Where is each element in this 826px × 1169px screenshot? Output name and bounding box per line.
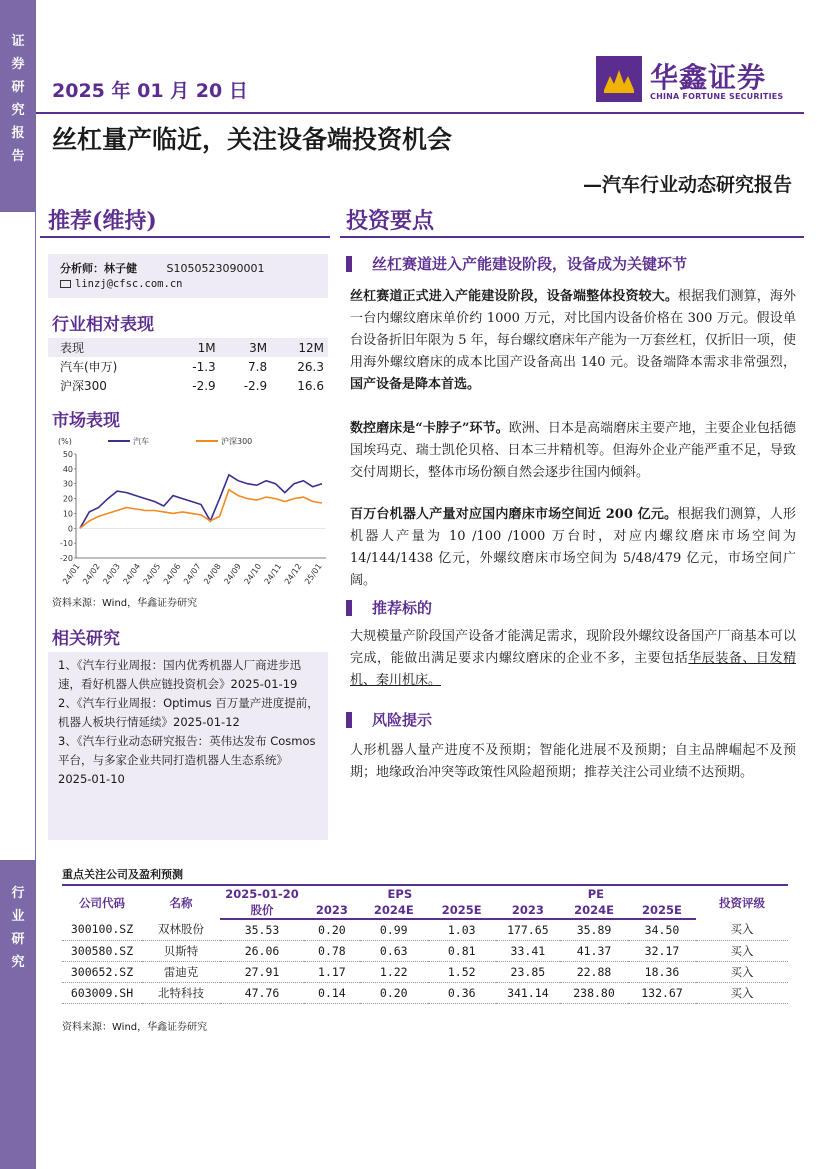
analyst-line: 分析师：林子健 S1050523090001 xyxy=(60,262,265,275)
table-cell: 32.17 xyxy=(628,940,696,961)
table-cell: 18.36 xyxy=(628,961,696,982)
table-cell: 0.63 xyxy=(360,940,428,961)
table-cell: 27.91 xyxy=(220,961,304,982)
table-cell: 0.81 xyxy=(428,940,496,961)
table-row: 沪深300 -2.9 -2.9 16.6 xyxy=(60,378,324,393)
x-tick-label: 24/08 xyxy=(202,561,223,587)
market-title: 市场表现 xyxy=(52,411,120,431)
inv-rule xyxy=(340,236,804,238)
table-cell: 0.20 xyxy=(360,982,428,1003)
y-tick-label: 30 xyxy=(62,479,73,489)
y-tick-label: 40 xyxy=(62,464,73,474)
section1-bar xyxy=(346,256,352,272)
table-cell: 238.80 xyxy=(560,982,628,1003)
table-cell: 买入 xyxy=(696,961,788,982)
x-tick-label: 24/02 xyxy=(81,561,102,587)
related-list xyxy=(48,652,328,840)
legend-label: 汽车 xyxy=(133,437,149,446)
table-cell: 47.76 xyxy=(220,982,304,1003)
report-subtitle: —汽车行业动态研究报告 xyxy=(582,174,792,196)
analyst-box xyxy=(48,254,328,298)
analyst-name: 林子健 xyxy=(104,262,137,275)
table-cell: 177.65 xyxy=(496,919,560,940)
table-cell: 603009.SH xyxy=(62,982,142,1003)
table-row: 表现 1M 3M 12M xyxy=(48,338,328,357)
table-cell: 雷迪克 xyxy=(142,961,220,982)
x-tick-label: 24/12 xyxy=(282,561,304,587)
y-tick-label: 20 xyxy=(62,494,73,504)
table-cell: 35.89 xyxy=(560,919,628,940)
analyst-license: S1050523090001 xyxy=(166,262,265,275)
list-item[interactable]: 1、《汽车行业周报：国内优秀机器人厂商进步迅速，看好机器人供应链投资机会》2025-01-19 xyxy=(58,658,302,691)
table-source: 资料来源：Wind，华鑫证券研究 xyxy=(62,1022,208,1033)
y-axis-label: (%) xyxy=(58,437,72,446)
table-cell: 0.20 xyxy=(304,919,360,940)
table-cell: 1.03 xyxy=(428,919,496,940)
sidebar-line xyxy=(35,212,36,860)
sidebar-bottom-label: 行 业 研 究 xyxy=(11,886,25,970)
y-tick-label: -20 xyxy=(59,554,73,563)
table-row xyxy=(62,919,788,940)
x-tick-label: 24/11 xyxy=(262,561,284,587)
table-header-row: 公司代码 名称 2025-01-20 EPS PE 投资评级 xyxy=(62,885,788,902)
table-cell: 1.22 xyxy=(360,961,428,982)
section3-heading: 风险提示 xyxy=(372,711,433,729)
para-5: 人形机器人量产进度不及预期；智能化进展不及预期；自主品牌崛起不及预期；地缘政治冲突等政策性风险超预期；推荐关注公司业绩不达预期。 xyxy=(350,743,796,780)
table-cell: 买入 xyxy=(696,940,788,961)
forecast-title: 重点关注公司及盈利预测 xyxy=(62,868,183,881)
table-cell: 300652.SZ xyxy=(62,961,142,982)
logo-text-en: CHINA FORTUNE SECURITIES xyxy=(650,92,784,101)
table-cell: 1.52 xyxy=(428,961,496,982)
y-tick-label: 0 xyxy=(67,524,73,534)
table-cell: 0.14 xyxy=(304,982,360,1003)
logo-text-cn: 华鑫证券 xyxy=(650,61,767,94)
mail-icon xyxy=(60,280,71,288)
table-cell: 北特科技 xyxy=(142,982,220,1003)
table-row: 汽车(申万) -1.3 7.8 26.3 xyxy=(60,359,324,374)
legend-label: 沪深300 xyxy=(221,437,253,446)
section2-heading: 推荐标的 xyxy=(372,599,433,617)
investment-title: 投资要点 xyxy=(346,208,435,234)
table-cell: 300100.SZ xyxy=(62,919,142,940)
table-header-row: 股价 2023 2024E 2025E 2023 2024E 2025E xyxy=(62,902,788,919)
company-logo xyxy=(596,56,792,106)
table-cell: 34.50 xyxy=(628,919,696,940)
table-cell: 132.67 xyxy=(628,982,696,1003)
x-tick-label: 24/10 xyxy=(242,561,264,587)
header-rule xyxy=(36,112,804,114)
table-cell: 341.14 xyxy=(496,982,560,1003)
x-tick-label: 24/05 xyxy=(141,561,163,587)
report-title: 丝杠量产临近，关注设备端投资机会 xyxy=(52,125,453,154)
table-cell: 0.36 xyxy=(428,982,496,1003)
x-tick-label: 24/06 xyxy=(161,561,183,587)
table-cell: 41.37 xyxy=(560,940,628,961)
section1-heading: 丝杠赛道进入产能建设阶段，设备成为关键环节 xyxy=(372,255,688,273)
x-tick-label: 24/03 xyxy=(101,561,122,587)
table-cell: 26.06 xyxy=(220,940,304,961)
x-tick-label: 24/01 xyxy=(61,561,82,587)
para-2: 数控磨床是“卡脖子”环节。欧洲、日本是高端磨床主要产地，主要企业包括德国埃玛克、瑞士凯伦贝格、日本三井精机等。但海外企业产能严重不足，导致交付周期长，整体市场份额自然会逐步往国内倾斜。 xyxy=(350,421,796,480)
rec-rule xyxy=(40,236,330,238)
report-date: 2025 年 01 月 20 日 xyxy=(52,80,248,102)
para-4: 大规模量产阶段国产设备才能满足需求，现阶段外螺纹设备国产厂商基本可以完成，能做出满足要求内螺纹磨床的企业不多，主要包括华辰装备、日发精机、秦川机床。 xyxy=(350,629,796,688)
x-tick-label: 24/07 xyxy=(182,561,203,587)
x-tick-label: 24/04 xyxy=(121,561,143,587)
x-tick-label: 25/01 xyxy=(303,561,324,587)
table-cell: 0.78 xyxy=(304,940,360,961)
para-1: 丝杠赛道正式进入产能建设阶段，设备端整体投资较大。根据我们测算，海外一台内螺纹磨床单价约 1000 万元，对比国内设备价格在 300 万元。假设单台设备折旧年限为 5 年，每台螺纹磨床年产能为一万套丝杠，仅折旧一项，使用海外螺纹磨床的成本比国产设备高出 140 元。设备端降本需求非常强烈，国产设备是降本首选。 xyxy=(350,289,796,392)
table-cell: 1.17 xyxy=(304,961,360,982)
y-tick-label: 50 xyxy=(62,450,73,459)
table-row xyxy=(62,940,788,961)
related-title: 相关研究 xyxy=(52,629,120,649)
logo-icon xyxy=(596,56,642,102)
market-chart xyxy=(48,432,328,592)
table-cell: 35.53 xyxy=(220,919,304,940)
table-cell: 0.99 xyxy=(360,919,428,940)
table-cell: 300580.SZ xyxy=(62,940,142,961)
list-item[interactable]: 2、《汽车行业周报：Optimus 百万量产进度提前，机器人板块行情延续》2025-01-12 xyxy=(58,696,319,729)
y-tick-label: -10 xyxy=(59,539,73,549)
rel-perf-title: 行业相对表现 xyxy=(52,315,154,335)
section3-bar xyxy=(346,712,352,728)
sidebar-top-label: 证 券 研 究 报 告 xyxy=(11,34,25,164)
section2-bar xyxy=(346,600,352,616)
rel-perf-table xyxy=(48,338,328,395)
table-cell: 双林股份 xyxy=(142,919,220,940)
table-cell: 22.88 xyxy=(560,961,628,982)
analyst-email[interactable]: linzj@cfsc.com.cn xyxy=(60,278,182,290)
chart-source: 资料来源：Wind，华鑫证券研究 xyxy=(52,598,198,609)
y-tick-label: 10 xyxy=(62,509,73,519)
table-row xyxy=(62,982,788,1003)
table-cell: 23.85 xyxy=(496,961,560,982)
table-cell: 33.41 xyxy=(496,940,560,961)
forecast-table xyxy=(62,884,788,1004)
table-cell: 买入 xyxy=(696,982,788,1003)
list-item[interactable]: 3、《汽车行业动态研究报告：英伟达发布 Cosmos 平台，与多家企业共同打造机器人生态系统》2025-01-10 xyxy=(58,734,316,786)
para-3: 百万台机器人产量对应国内磨床市场空间近 200 亿元。根据我们测算，人形机器人产量为 10 /100 /1000 万台时，对应内螺纹磨床市场空间为 14/144/1438 亿元，外螺纹磨床市场空间为 5/48/479 亿元，市场空间广阔。 xyxy=(350,507,796,588)
recommendation: 推荐(维持) xyxy=(48,208,157,234)
x-tick-label: 24/09 xyxy=(222,561,243,587)
table-cell: 买入 xyxy=(696,919,788,940)
table-row xyxy=(62,961,788,982)
table-cell: 贝斯特 xyxy=(142,940,220,961)
series-line-hs300 xyxy=(80,490,322,529)
